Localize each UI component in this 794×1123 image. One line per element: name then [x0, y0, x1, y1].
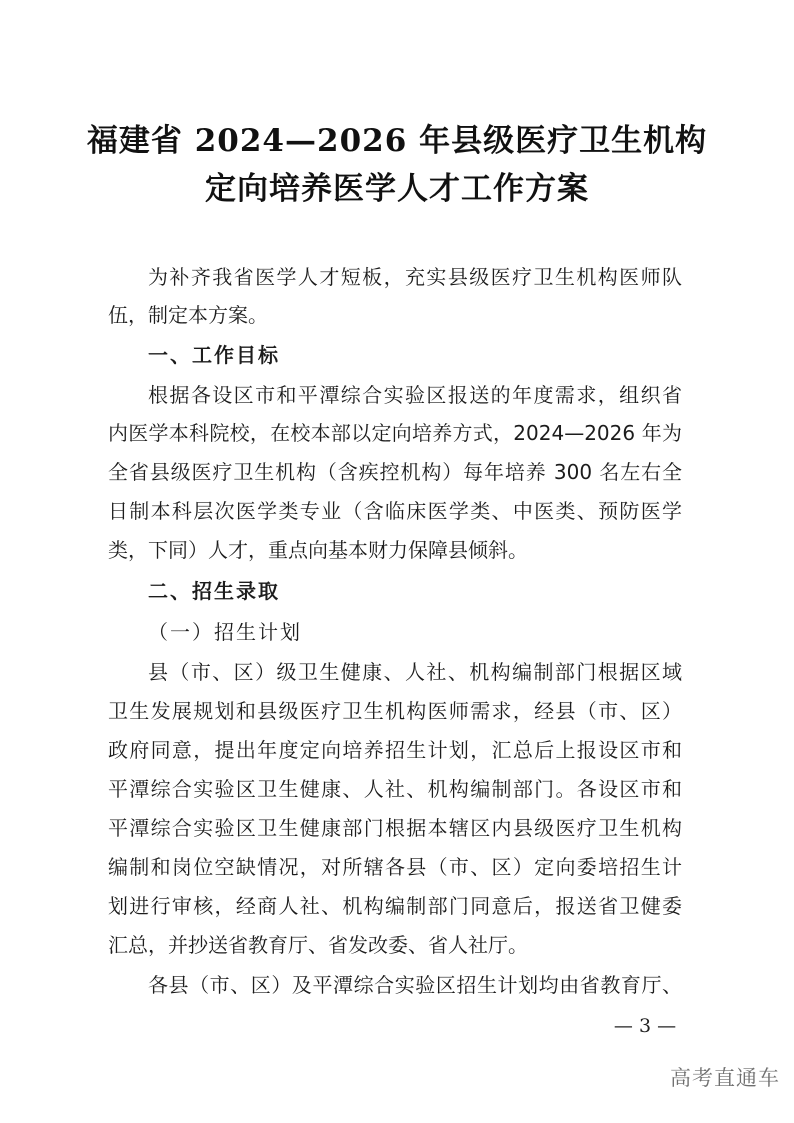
watermark-text: 高考直通车	[670, 1066, 780, 1090]
section2-p1-line-1: 县（市、区）级卫生健康、人社、机构编制部门根据区域	[148, 660, 682, 684]
section2-p1-line-8: 汇总，并抄送省教育厅、省发改委、省人社厅。	[108, 933, 528, 957]
intro-line-1: 为补齐我省医学人才短板，充实县级医疗卫生机构医师队	[148, 265, 682, 289]
page-number: — 3 —	[613, 1015, 677, 1037]
section2-p2-line-1: 各县（市、区）及平潭综合实验区招生计划均由省教育厅、	[148, 973, 682, 997]
section2-p1-line-7: 划进行审核，经商人社、机构编制部门同意后，报送省卫健委	[108, 894, 682, 918]
section2-p1-line-5: 平潭综合实验区卫生健康部门根据本辖区内县级医疗卫生机构	[108, 816, 682, 840]
subsection-heading-enrollment-plan: （一）招生计划	[148, 620, 302, 644]
section1-line-1: 根据各设区市和平潭综合实验区报送的年度需求，组织省	[148, 383, 682, 407]
section2-p1-line-2: 卫生发展规划和县级医疗卫生机构医师需求，经县（市、区）	[108, 699, 682, 723]
intro-line-2: 伍，制定本方案。	[108, 303, 268, 327]
section1-line-3: 全省县级医疗卫生机构（含疾控机构）每年培养 300 名左右全	[108, 460, 682, 484]
section2-p1-line-6: 编制和岗位空缺情况，对所辖各县（市、区）定向委培招生计	[108, 855, 682, 879]
section-heading-enrollment: 二、招生录取	[148, 579, 280, 603]
document-title-line-2: 定向培养医学人才工作方案	[205, 171, 589, 207]
section2-p1-line-4: 平潭综合实验区卫生健康、人社、机构编制部门。各设区市和	[108, 777, 682, 801]
section-heading-goals: 一、工作目标	[148, 343, 280, 367]
section1-line-2: 内医学本科院校，在校本部以定向培养方式，2024—2026 年为	[108, 421, 682, 445]
section1-line-5: 类，下同）人才，重点向基本财力保障县倾斜。	[108, 538, 528, 562]
document-title-line-1: 福建省 2024—2026 年县级医疗卫生机构	[86, 123, 708, 159]
section2-p1-line-3: 政府同意，提出年度定向培养招生计划，汇总后上报设区市和	[108, 738, 682, 762]
section1-line-4: 日制本科层次医学类专业（含临床医学类、中医类、预防医学	[108, 499, 682, 523]
